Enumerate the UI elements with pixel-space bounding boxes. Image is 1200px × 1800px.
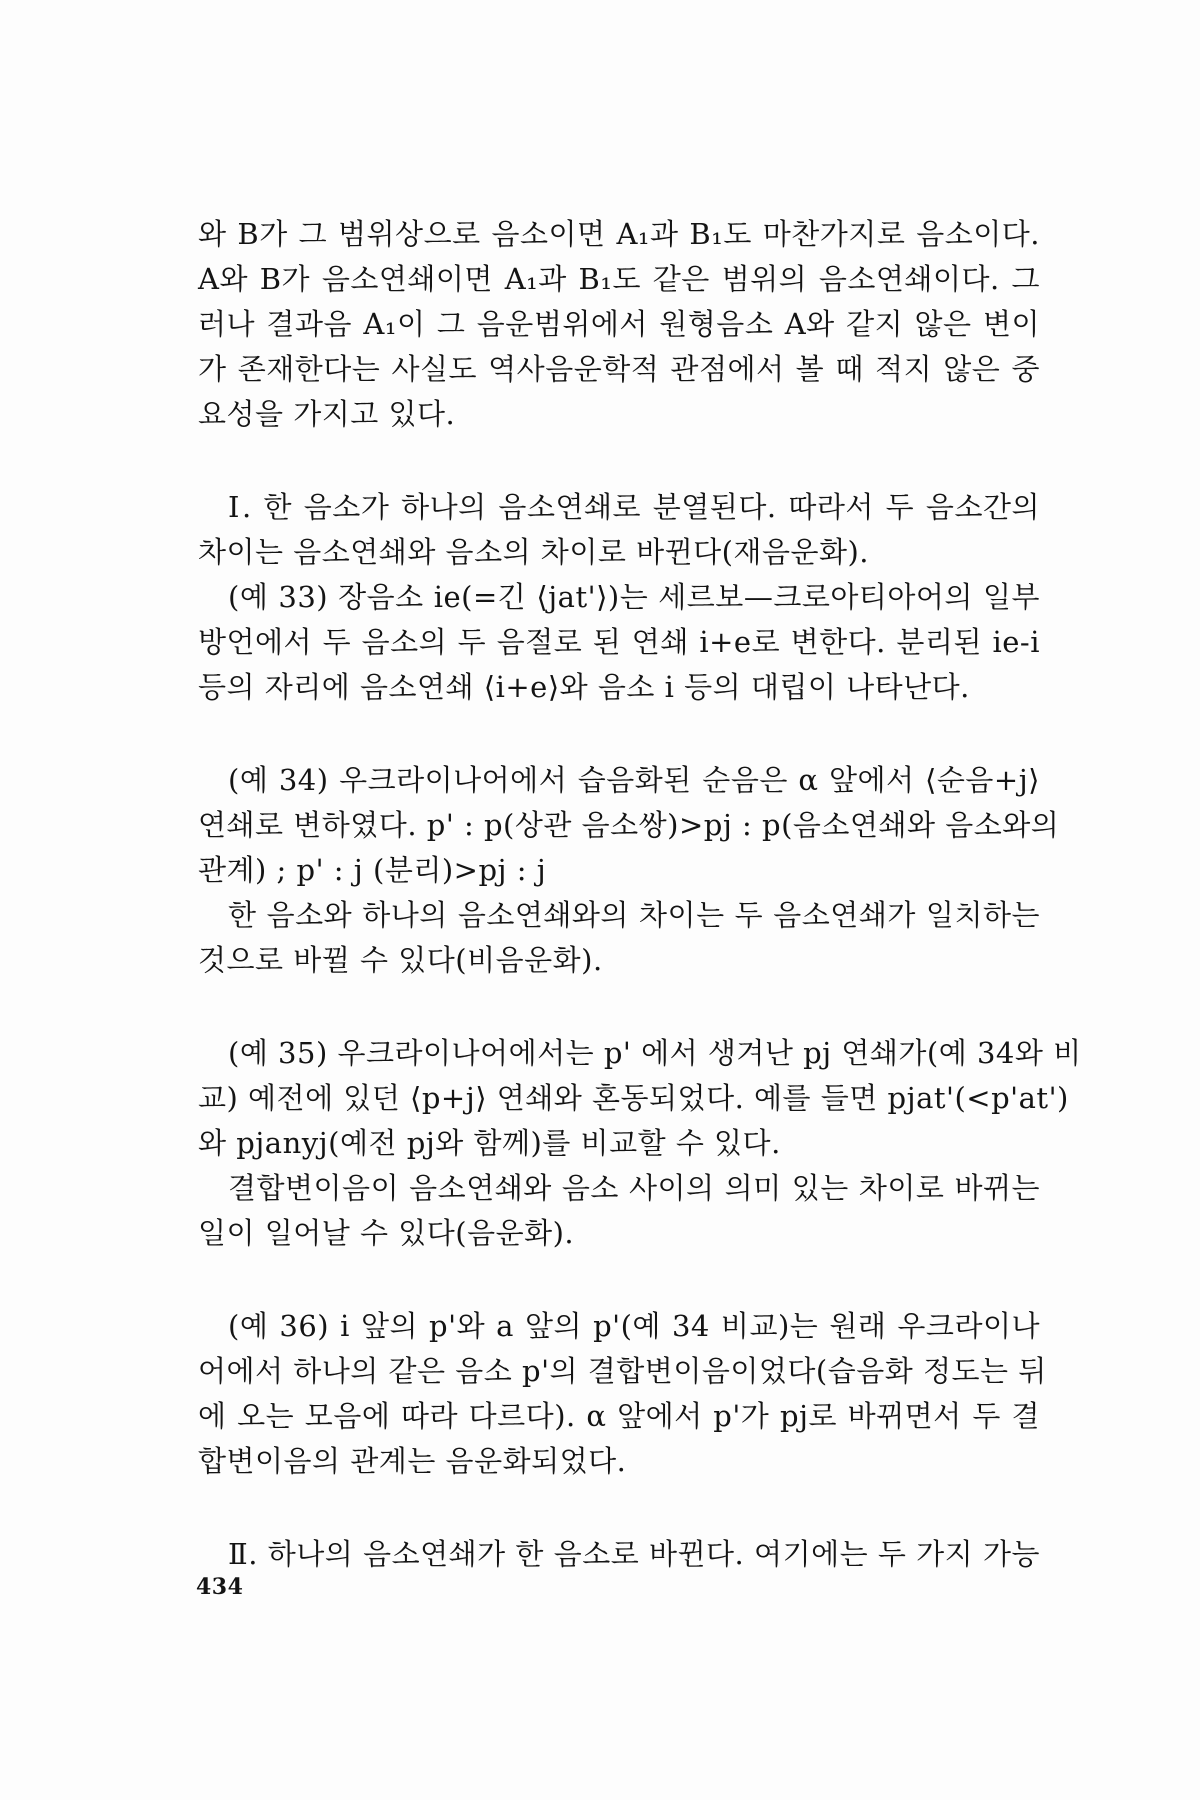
text-line: 연쇄로 변하였다. p' : p(상관 음소쌍)>pj : p(음소연쇄와 음소와의 <box>198 808 1060 842</box>
text-line: A와 B가 음소연쇄이면 A₁과 B₁도 같은 범위의 음소연쇄이다. 그 <box>198 262 1040 296</box>
text-line: Ⅱ. 하나의 음소연쇄가 한 음소로 바뀐다. 여기에는 두 가지 가능 <box>228 1537 1040 1571</box>
text-line: (예 34) 우크라이나어에서 습음화된 순음은 α 앞에서 ⟨순음+j⟩ <box>228 763 1040 797</box>
text-line: 에 오는 모음에 따라 다르다). α 앞에서 p'가 pj로 바뀌면서 두 결 <box>198 1399 1040 1433</box>
example-36 <box>198 1304 1047 1484</box>
section-heading-2 <box>198 1532 1040 1577</box>
paragraph-dephonologization <box>198 893 1040 983</box>
text-line: 교) 예전에 있던 ⟨p+j⟩ 연쇄와 혼동되었다. 예를 들면 pjat'(<p'at') <box>198 1081 1069 1115</box>
text-line: 합변이음의 관계는 음운화되었다. <box>198 1444 627 1478</box>
text-line: (예 36) i 앞의 p'와 a 앞의 p'(예 34 비교)는 원래 우크라이나 <box>228 1309 1040 1343</box>
text-line: (예 33) 장음소 ie(=긴 ⟨jat'⟩)는 세르보—크로아티아어의 일부 <box>228 580 1040 614</box>
text-line: 러나 결과음 A₁이 그 음운범위에서 원형음소 A와 같지 않은 변이 <box>198 307 1040 341</box>
section-heading-1 <box>198 485 1040 575</box>
text-line: 요성을 가지고 있다. <box>198 397 456 431</box>
example-33 <box>198 575 1040 710</box>
text-line: 가 존재한다는 사실도 역사음운학적 관점에서 볼 때 적지 않은 중 <box>198 352 1040 386</box>
body-text <box>198 212 1082 1577</box>
paragraph-intro <box>198 212 1040 437</box>
text-line: 와 pjanyj(예전 pj와 함께)를 비교할 수 있다. <box>198 1126 781 1160</box>
example-34 <box>198 758 1060 893</box>
text-line: 관계) ; p' : j (분리)>pj : j <box>198 853 547 887</box>
example-35 <box>198 1031 1082 1166</box>
page-number: 434 <box>196 1574 244 1600</box>
text-line: 와 B가 그 범위상으로 음소이면 A₁과 B₁도 마찬가지로 음소이다. <box>198 217 1040 251</box>
text-line: 것으로 바뀔 수 있다(비음운화). <box>198 943 603 977</box>
text-line: 등의 자리에 음소연쇄 ⟨i+e⟩와 음소 i 등의 대립이 나타난다. <box>198 670 970 704</box>
text-line: 결합변이음이 음소연쇄와 음소 사이의 의미 있는 차이로 바뀌는 <box>228 1171 1040 1205</box>
text-line: 일이 일어날 수 있다(음운화). <box>198 1216 575 1250</box>
text-line: 한 음소와 하나의 음소연쇄와의 차이는 두 음소연쇄가 일치하는 <box>228 898 1040 932</box>
text-line: 방언에서 두 음소의 두 음절로 된 연쇄 i+e로 변한다. 분리된 ie-i <box>198 625 1040 659</box>
text-line: 어에서 하나의 같은 음소 p'의 결합변이음이었다(습음화 정도는 뒤 <box>198 1354 1047 1388</box>
text-line: Ⅰ. 한 음소가 하나의 음소연쇄로 분열된다. 따라서 두 음소간의 <box>228 490 1040 524</box>
paragraph-phonologization <box>198 1166 1040 1256</box>
text-line: (예 35) 우크라이나어에서는 p' 에서 생겨난 pj 연쇄가(예 34와 비 <box>228 1036 1082 1070</box>
text-line: 차이는 음소연쇄와 음소의 차이로 바뀐다(재음운화). <box>198 535 870 569</box>
